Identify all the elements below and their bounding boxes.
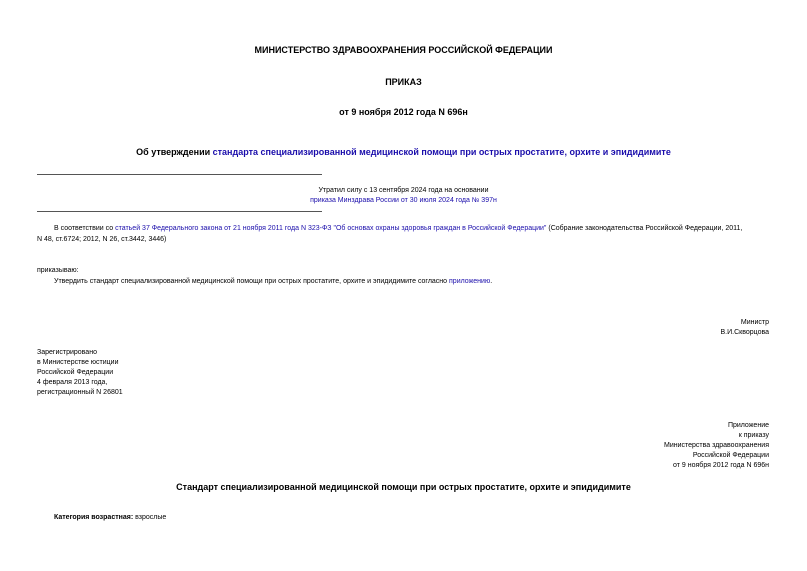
federal-law-link[interactable]: статьей 37 Федерального закона от 21 ноября 2011 года N 323-ФЗ "Об основах охраны здоровья граждан в Российской Федерации" [115,225,547,232]
legal-basis-line2: N 48, ст.6724; 2012, N 26, ст.3442, 3446) [37,236,167,243]
appendix-line: к приказу [738,432,769,439]
status-line: Утратил силу с 13 сентября 2024 года на основании [318,187,489,194]
registration-line: в Министерстве юстиции [37,359,119,366]
order-title: ПРИКАЗ [385,77,422,87]
document-title [0,147,807,157]
standard-link[interactable]: стандарта специализированной медицинской помощи при острых простатите, орхите и эпидидимите [212,147,671,157]
repeal-order-link[interactable]: приказа Минздрава России от 30 июля 2024 года № 397н [310,197,497,204]
divider-top [37,174,322,175]
order-label: приказываю: [37,267,79,274]
standard-title: Стандарт специализированной медицинской помощи при острых простатите, орхите и эпидидимите [176,482,631,492]
order-body [54,277,492,287]
registration-line: Российской Федерации [37,369,114,376]
ministry-title: МИНИСТЕРСТВО ЗДРАВООХРАНЕНИЯ РОССИЙСКОЙ ФЕДЕРАЦИИ [254,45,553,55]
registration-block [37,348,123,398]
age-category-value: взрослые [133,514,167,521]
appendix-line: Российской Федерации [692,452,769,459]
registration-line: Зарегистрировано [37,349,97,356]
legal-basis-prefix: В соответствии со [54,225,116,232]
age-category [54,513,166,523]
order-date: от 9 ноября 2012 года N 696н [339,107,468,117]
appendix-line: от 9 ноября 2012 года N 696н [673,462,769,469]
divider-bottom [37,211,322,212]
order-body-prefix: Утвердить стандарт специализированной медицинской помощи при острых простатите, орхите и эпидидимите согласно [54,278,450,285]
appendix-link[interactable]: приложению [449,278,491,285]
document-title-prefix: Об утверждении [136,147,213,157]
legal-basis [54,224,774,234]
registration-line: регистрационный N 26801 [37,389,123,396]
order-body-suffix: . [490,278,493,285]
appendix-block [664,421,769,471]
legal-basis-suffix: (Собрание законодательства Российской Федерации, 2011, [546,225,743,232]
age-category-label: Категория возрастная: [54,514,134,521]
appendix-line: Министерства здравоохранения [664,442,769,449]
appendix-line: Приложение [727,422,769,429]
signature-name: В.И.Скворцова [720,329,769,336]
signature-position: Министр [740,319,769,326]
registration-line: 4 февраля 2013 года, [37,379,108,386]
